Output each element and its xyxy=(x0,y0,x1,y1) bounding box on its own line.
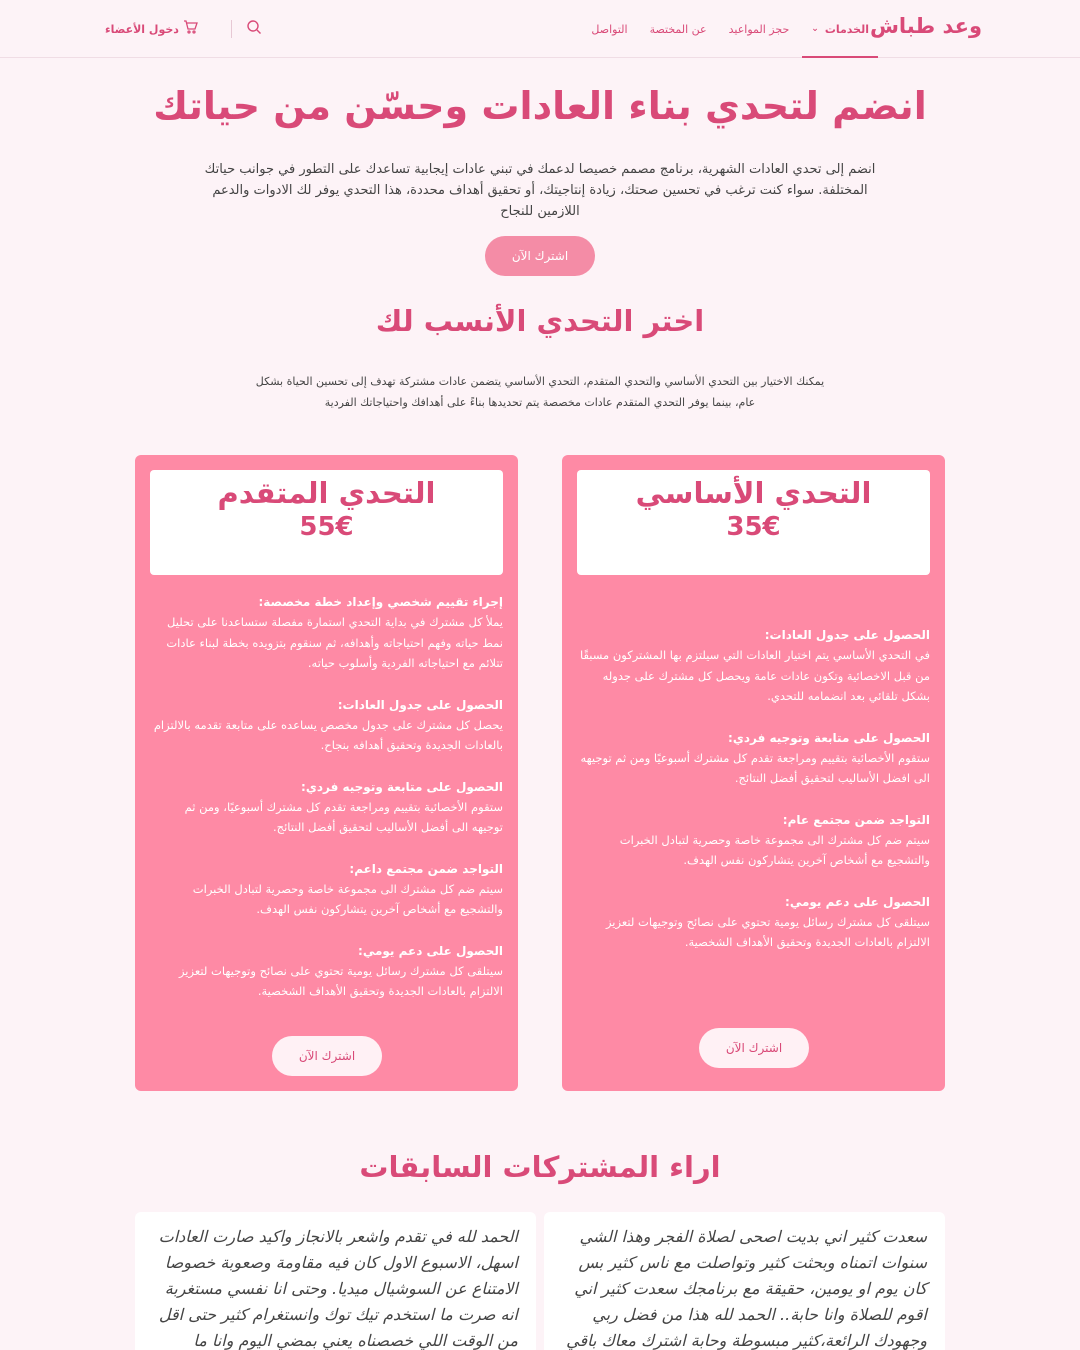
basic-subscribe-button[interactable]: اشترك الآن xyxy=(699,1028,809,1068)
plan-name: التحدي المتقدم xyxy=(217,476,436,510)
feature-item xyxy=(577,892,930,953)
nav-item-label: الخدمات xyxy=(824,22,869,36)
feature-item xyxy=(150,695,503,756)
nav-item-label: عن المختصة xyxy=(649,22,707,36)
feature-title: الحصول على متابعة وتوجيه فردي: xyxy=(728,730,930,745)
hero-title: انضم لتحدي بناء العادات وحسّن من حياتك xyxy=(153,84,927,128)
search-icon[interactable] xyxy=(242,19,266,39)
feature-item xyxy=(577,810,930,871)
testimonial-card xyxy=(544,1212,945,1350)
choose-plan-description: يمكنك الاختيار بين التحدي الأساسي والتحدي المتقدم، التحدي الأساسي يتضمن عادات مشتركة تهدف إلى تحسين الحياة بشكل عام، بينما يوفر التحدي المتقدم عادات مخصصة يتم تحديدها بناءً على أهدافك واحتياجاتك الفردية xyxy=(255,375,825,409)
feature-title: الحصول على جدول العادات: xyxy=(337,697,503,712)
nav-item-services[interactable] xyxy=(800,0,880,58)
feature-title: الحصول على دعم يومي: xyxy=(358,943,503,958)
advanced-subscribe-button[interactable]: اشترك الآن xyxy=(272,1036,382,1076)
feature-text: سيتم ضم كل مشترك الى مجموعة خاصة وحصرية لتبادل الخبرات والتشجيع مع أشخاص آخرين يتشاركون نفس الهدف. xyxy=(619,832,930,867)
feature-text: يحصل كل مشترك على جدول مخصص يساعده على متابعة تقدمه بالالتزام بالعادات الجديدة وتحقيق أهدافه بنجاح. xyxy=(153,717,503,752)
feature-item xyxy=(577,728,930,789)
cart-icon[interactable] xyxy=(179,19,203,39)
feature-text: في التحدي الأساسي يتم اختيار العادات التي سيلتزم بها المشتركون مسبقًا من قبل الاخصائية وتكون عادات عامة ويحصل كل مشترك على جدوله بشكل تلقائي بعد انضمامه للتحدي. xyxy=(579,648,930,703)
nav-item-label: حجز المواعيد xyxy=(728,22,790,36)
hero-subscribe-button[interactable]: اشترك الآن xyxy=(485,236,595,276)
feature-text: يملأ كل مشترك في بداية التحدي استمارة مفصلة ستساعدنا على تحليل نمط حياته وفهم احتياجاته وأهدافه، ثم سنقوم بتزويده بخطة لبناء عادات تتلائم مع احتياجاته الفردية وأسلوب حياته. xyxy=(166,615,503,670)
testimonial-text: الحمد لله في تقدم واشعر بالانجاز واكيد صارت العادات اسهل، الاسبوع الاول كان فيه مقاومة وصعوبة خصوصا الامتناع عن السوشيال ميديا. وحتى انا نفسي مستغربة انه صرت ما استخدم تيك توك وانستغرام كثير حتى اقل من الوقت اللي خصصناه يعني بمضي اليوم وانا ما xyxy=(158,1227,518,1350)
plan-header xyxy=(577,470,930,575)
feature-text: سيتلقى كل مشترك رسائل يومية تحتوي على نصائح وتوجيهات لتعزيز الالتزام بالعادات الجديدة وتحقيق الأهداف الشخصية. xyxy=(178,963,503,998)
feature-item xyxy=(150,941,503,1002)
chevron-down-icon: ⌄ xyxy=(811,24,819,34)
plan-features xyxy=(577,625,930,974)
choose-plan-title: اختر التحدي الأنسب لك xyxy=(375,304,705,338)
nav-item-contact[interactable] xyxy=(580,0,638,58)
feature-title: الحصول على متابعة وتوجيه فردي: xyxy=(301,779,503,794)
plan-features xyxy=(150,592,503,1023)
header-tools xyxy=(105,0,266,58)
feature-item xyxy=(577,625,930,707)
main-nav xyxy=(580,0,880,58)
plan-header xyxy=(150,470,503,575)
plan-card-basic xyxy=(562,455,945,1091)
nav-item-about[interactable] xyxy=(639,0,718,58)
testimonial-text: سعدت كثير اني بديت اصحى لصلاة الفجر وهذا الشي سنوات اتمناه وبحثت كثير وتواصلت مع ناس كثير بس كان يوم او يومين، حقيقة مع برنامجك سعدت كثير اني اقوم للصلاة وانا حابة.. الحمد لله هذا من فضل ربي وجهودك الرائعة،كثير مبسوطة وحابة اشترك معاك باقي xyxy=(566,1227,927,1350)
feature-title: التواجد ضمن مجتمع عام: xyxy=(782,812,930,827)
plan-name: التحدي الأساسي xyxy=(635,476,872,510)
testimonials-title: اراء المشتركات السابقات xyxy=(359,1150,721,1184)
feature-text: سيتلقى كل مشترك رسائل يومية تحتوي على نصائح وتوجيهات لتعزيز الالتزام بالعادات الجديدة وتحقيق الأهداف الشخصية. xyxy=(605,914,930,949)
feature-text: ستقوم الأخصائية بتقييم ومراجعة تقدم كل مشترك أسبوعيًا ومن ثم توجيهه الى افضل الأساليب لتحقيق أفضل النتائج. xyxy=(580,750,930,785)
site-header xyxy=(0,0,1080,58)
plan-price: 35€ xyxy=(726,512,781,542)
feature-text: سيتم ضم كل مشترك الى مجموعة خاصة وحصرية لتبادل الخبرات والتشجيع مع أشخاص آخرين يتشاركون نفس الهدف. xyxy=(192,881,503,916)
site-logo[interactable]: وعد طباش xyxy=(869,14,982,38)
nav-item-label: التواصل xyxy=(591,22,628,36)
feature-item xyxy=(150,777,503,838)
plan-price: 55€ xyxy=(299,512,354,542)
feature-title: التواجد ضمن مجتمع داعم: xyxy=(349,861,503,876)
testimonial-card xyxy=(135,1212,536,1350)
nav-item-booking[interactable] xyxy=(718,0,801,58)
header-divider xyxy=(231,20,232,38)
feature-text: ستقوم الأخصائية بتقييم ومراجعة تقدم كل مشترك أسبوعيًا، ومن ثم توجيهه الى أفضل الأساليب لتحقيق أفضل النتائج. xyxy=(184,799,503,834)
feature-title: الحصول على دعم يومي: xyxy=(785,894,930,909)
members-login-link[interactable]: دخول الأعضاء xyxy=(105,22,179,36)
feature-item xyxy=(150,859,503,920)
hero-description: انضم إلى تحدي العادات الشهرية، برنامج مصمم خصيصا لدعمك في تبني عادات إيجابية تساعدك على التطور في جوانب حياتك المختلفة. سواء كنت ترغب في تحسين صحتك، زيادة إنتاجيتك، أو تحقيق أهداف محددة، هذا التحدي يوفر لك الادوات والدعم اللازمين للنجاح xyxy=(204,162,876,219)
feature-title: إجراء تقييم شخصي وإعداد خطة مخصصة: xyxy=(258,595,503,609)
feature-title: الحصول على جدول العادات: xyxy=(764,628,930,642)
plan-card-advanced xyxy=(135,455,518,1091)
feature-item xyxy=(150,592,503,674)
